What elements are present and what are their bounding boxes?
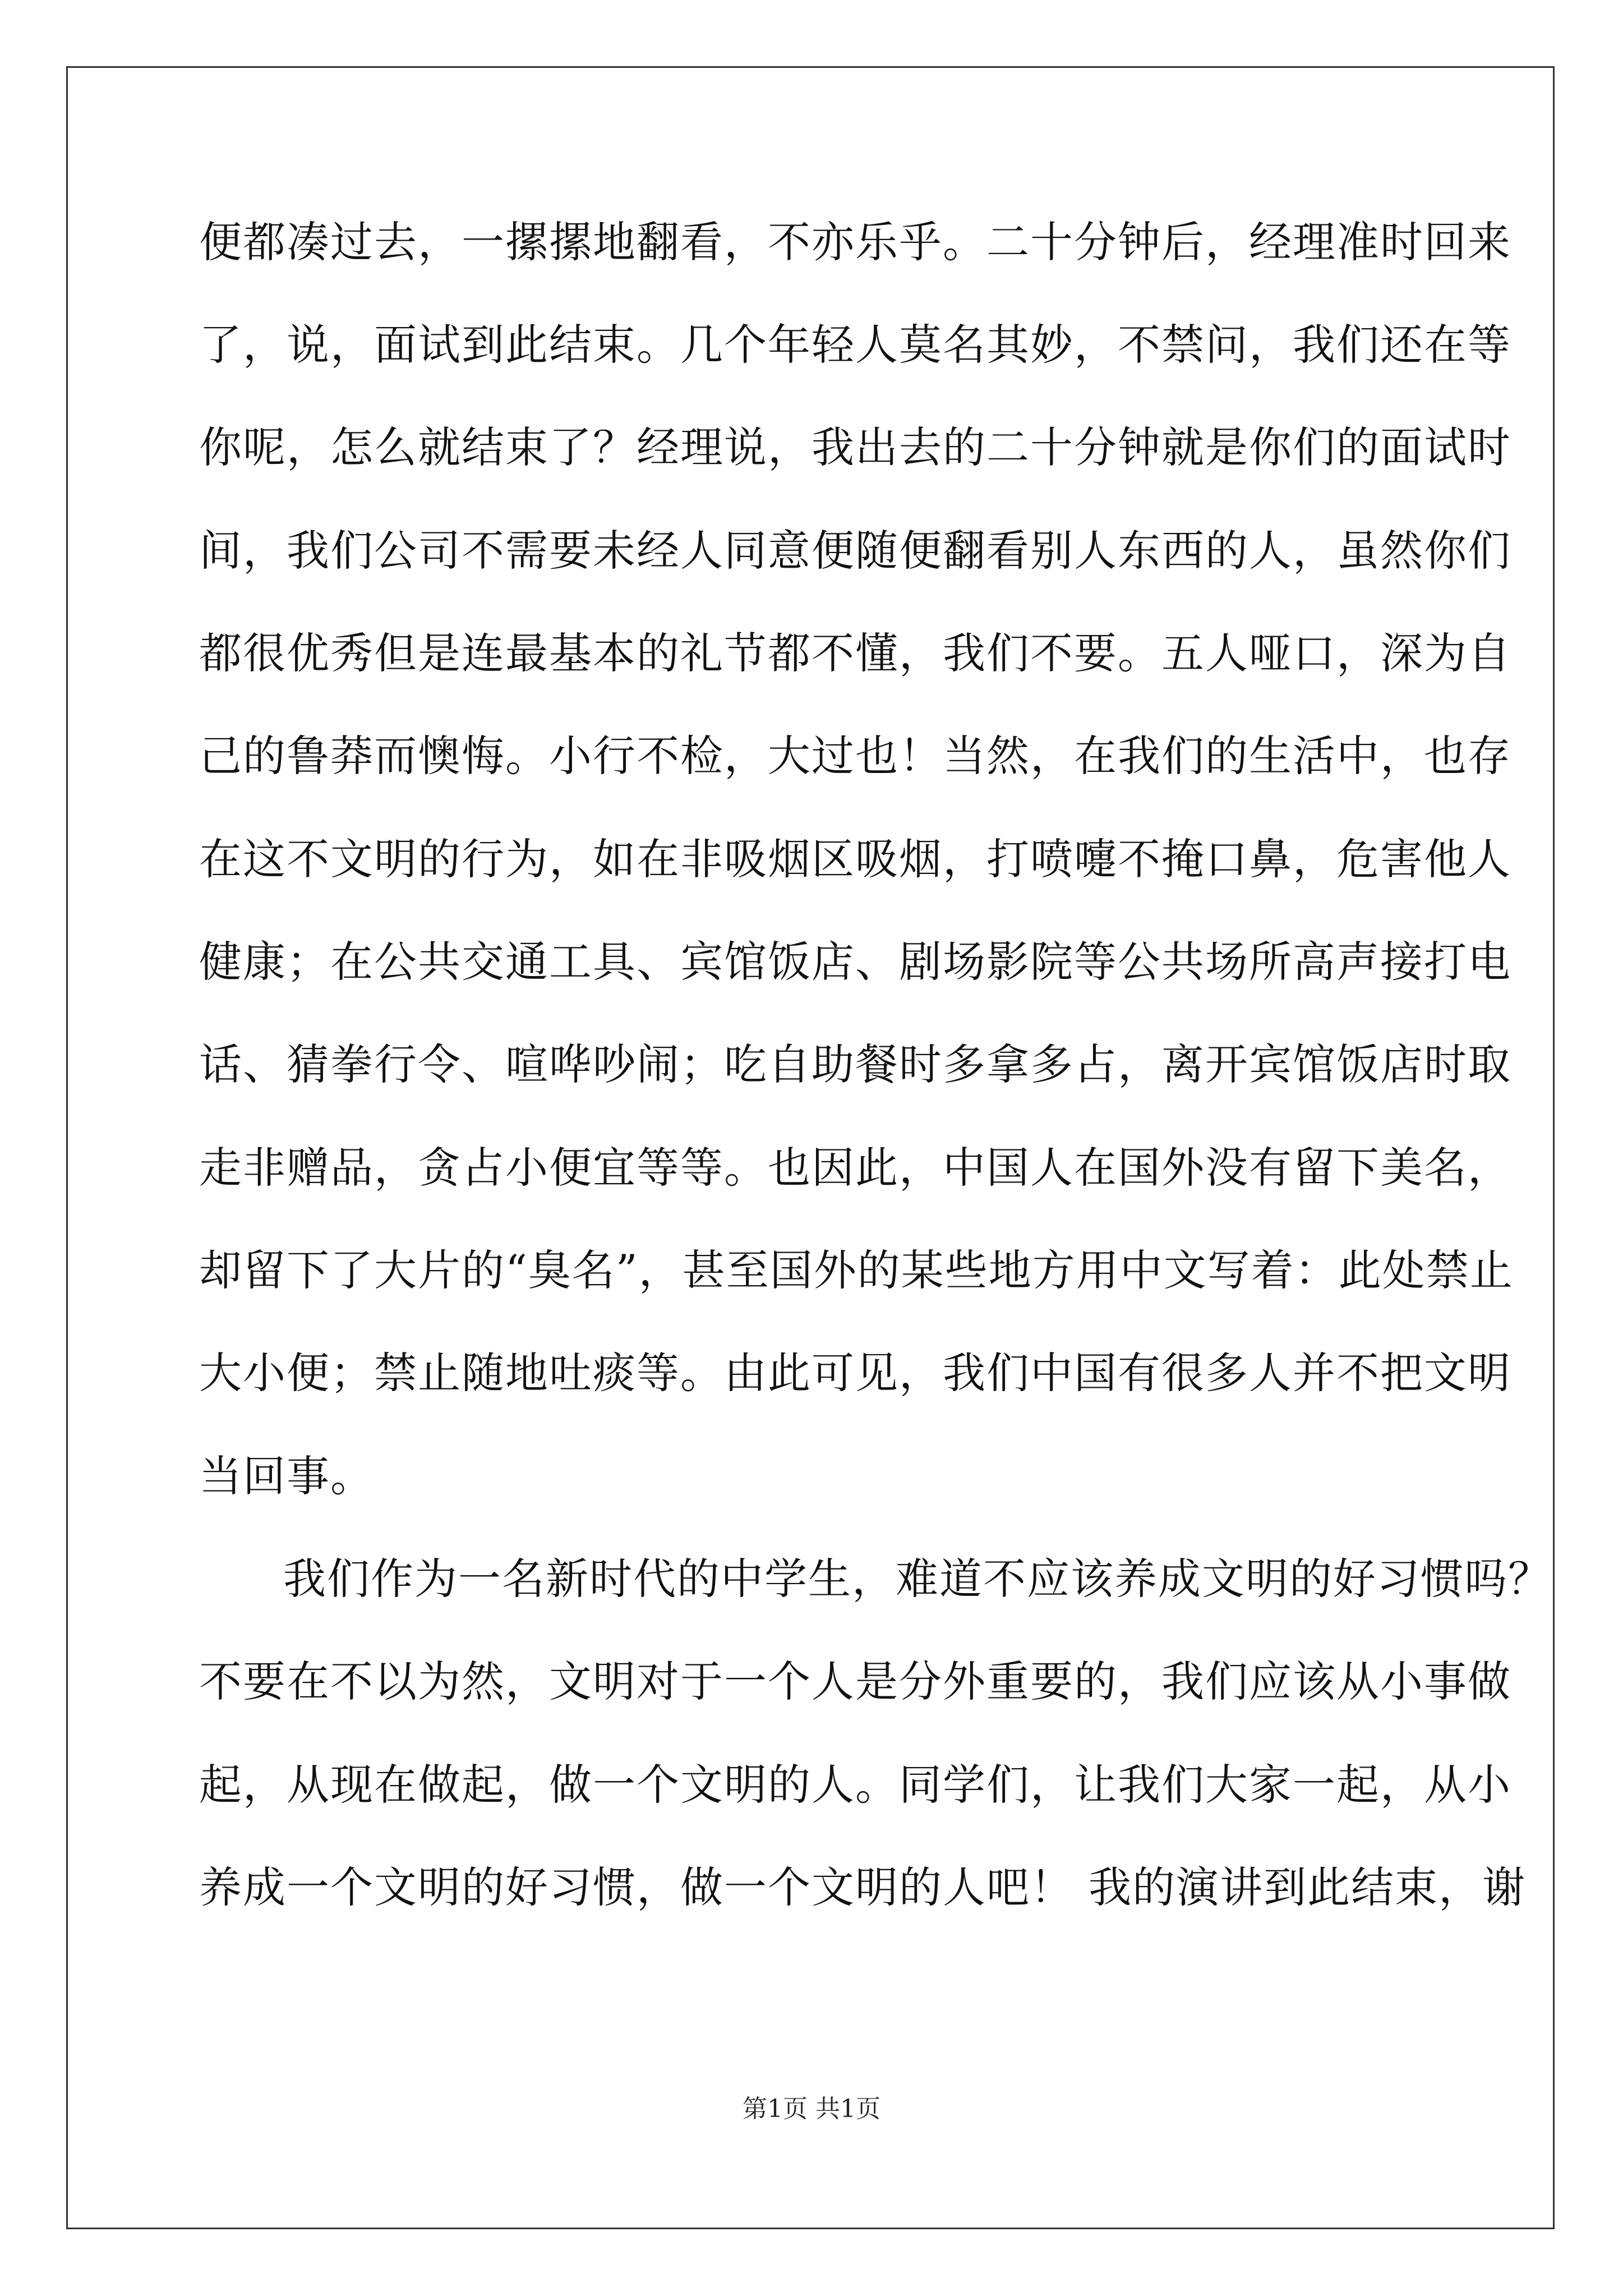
text-line: 大小便；禁止随地吐痰等。由此可见，我们中国有很多人并不把文明 — [199, 1348, 1511, 1398]
text-line: 话、猜拳行令、喧哗吵闹；吃自助餐时多拿多占，离开宾馆饭店时取 — [199, 1039, 1511, 1089]
paragraph-first-line: 我们作为一名新时代的中学生，难道不应该养成文明的好习惯吗？ — [283, 1554, 1552, 1604]
text-line: 己的鲁莽而懊悔。小行不检，大过也！当然，在我们的生活中，也存 — [199, 731, 1511, 781]
text-line: 养成一个文明的好习惯，做一个文明的人吧！ 我的演讲到此结束，谢 — [199, 1862, 1527, 1912]
text-line: 间，我们公司不需要未经人同意便随便翻看别人东西的人，虽然你们 — [199, 526, 1511, 576]
text-line: 了，说，面试到此结束。几个年轻人莫名其妙，不禁问，我们还在等 — [199, 320, 1511, 370]
text-line: 却留下了大片的“臭名”，甚至国外的某些地方用中文写着：此处禁止 — [199, 1245, 1514, 1295]
page-number-footer: 第1页 共1页 — [743, 2095, 880, 2123]
text-line: 便都凑过去，一摞摞地翻看，不亦乐乎。二十分钟后，经理准时回来 — [199, 217, 1511, 267]
text-line: 当回事。 — [199, 1451, 374, 1501]
text-line: 走非赠品，贪占小便宜等等。也因此，中国人在国外没有留下美名， — [199, 1143, 1511, 1193]
text-line: 你呢，怎么就结束了？经理说，我出去的二十分钟就是你们的面试时 — [199, 422, 1511, 472]
text-line: 在这不文明的行为，如在非吸烟区吸烟，打喷嚏不掩口鼻，危害他人 — [199, 834, 1511, 884]
text-line: 健康；在公共交通工具、宾馆饭店、剧场影院等公共场所高声接打电 — [199, 937, 1511, 987]
text-line: 不要在不以为然，文明对于一个人是分外重要的，我们应该从小事做 — [199, 1657, 1511, 1706]
text-line: 都很优秀但是连最基本的礼节都不懂，我们不要。五人哑口，深为自 — [199, 628, 1511, 678]
text-line: 起，从现在做起，做一个文明的人。同学们，让我们大家一起，从小 — [199, 1760, 1511, 1810]
